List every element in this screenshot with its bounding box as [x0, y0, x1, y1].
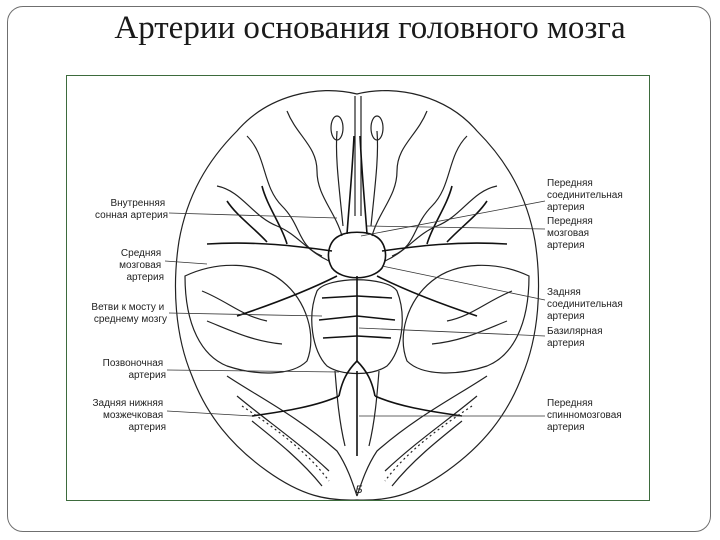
label-basilar: Базилярная артерия	[547, 326, 603, 349]
label-posterior-inferior-cerebellar: Задняя нижняя мозжечковая артерия	[92, 398, 166, 433]
brain-arteries-figure	[66, 75, 650, 501]
label-anterior-spinal: Передняя спинномозговая артерия	[547, 398, 622, 433]
label-internal-carotid: Внутренняя сонная артерия	[95, 198, 168, 221]
brain-base-illustration	[67, 76, 650, 501]
label-pons-branches: Ветви к мосту и среднему мозгу	[91, 302, 167, 325]
label-posterior-communicating: Задняя соединительная артерия	[547, 287, 623, 322]
pointer-lines	[165, 201, 545, 416]
left-labels	[91, 198, 168, 433]
right-labels	[547, 178, 626, 433]
label-vertebral: Позвоночная артерия	[102, 358, 166, 381]
label-anterior-communicating: Передняя соединительная артерия	[547, 178, 623, 213]
label-anterior-cerebral: Передняя мозговая артерия	[547, 216, 593, 251]
slide-title: Артерии основания головного мозга	[114, 10, 626, 46]
panel-letter: Б	[355, 484, 363, 496]
label-middle-cerebral: Средняя мозговая артерия	[119, 248, 164, 283]
